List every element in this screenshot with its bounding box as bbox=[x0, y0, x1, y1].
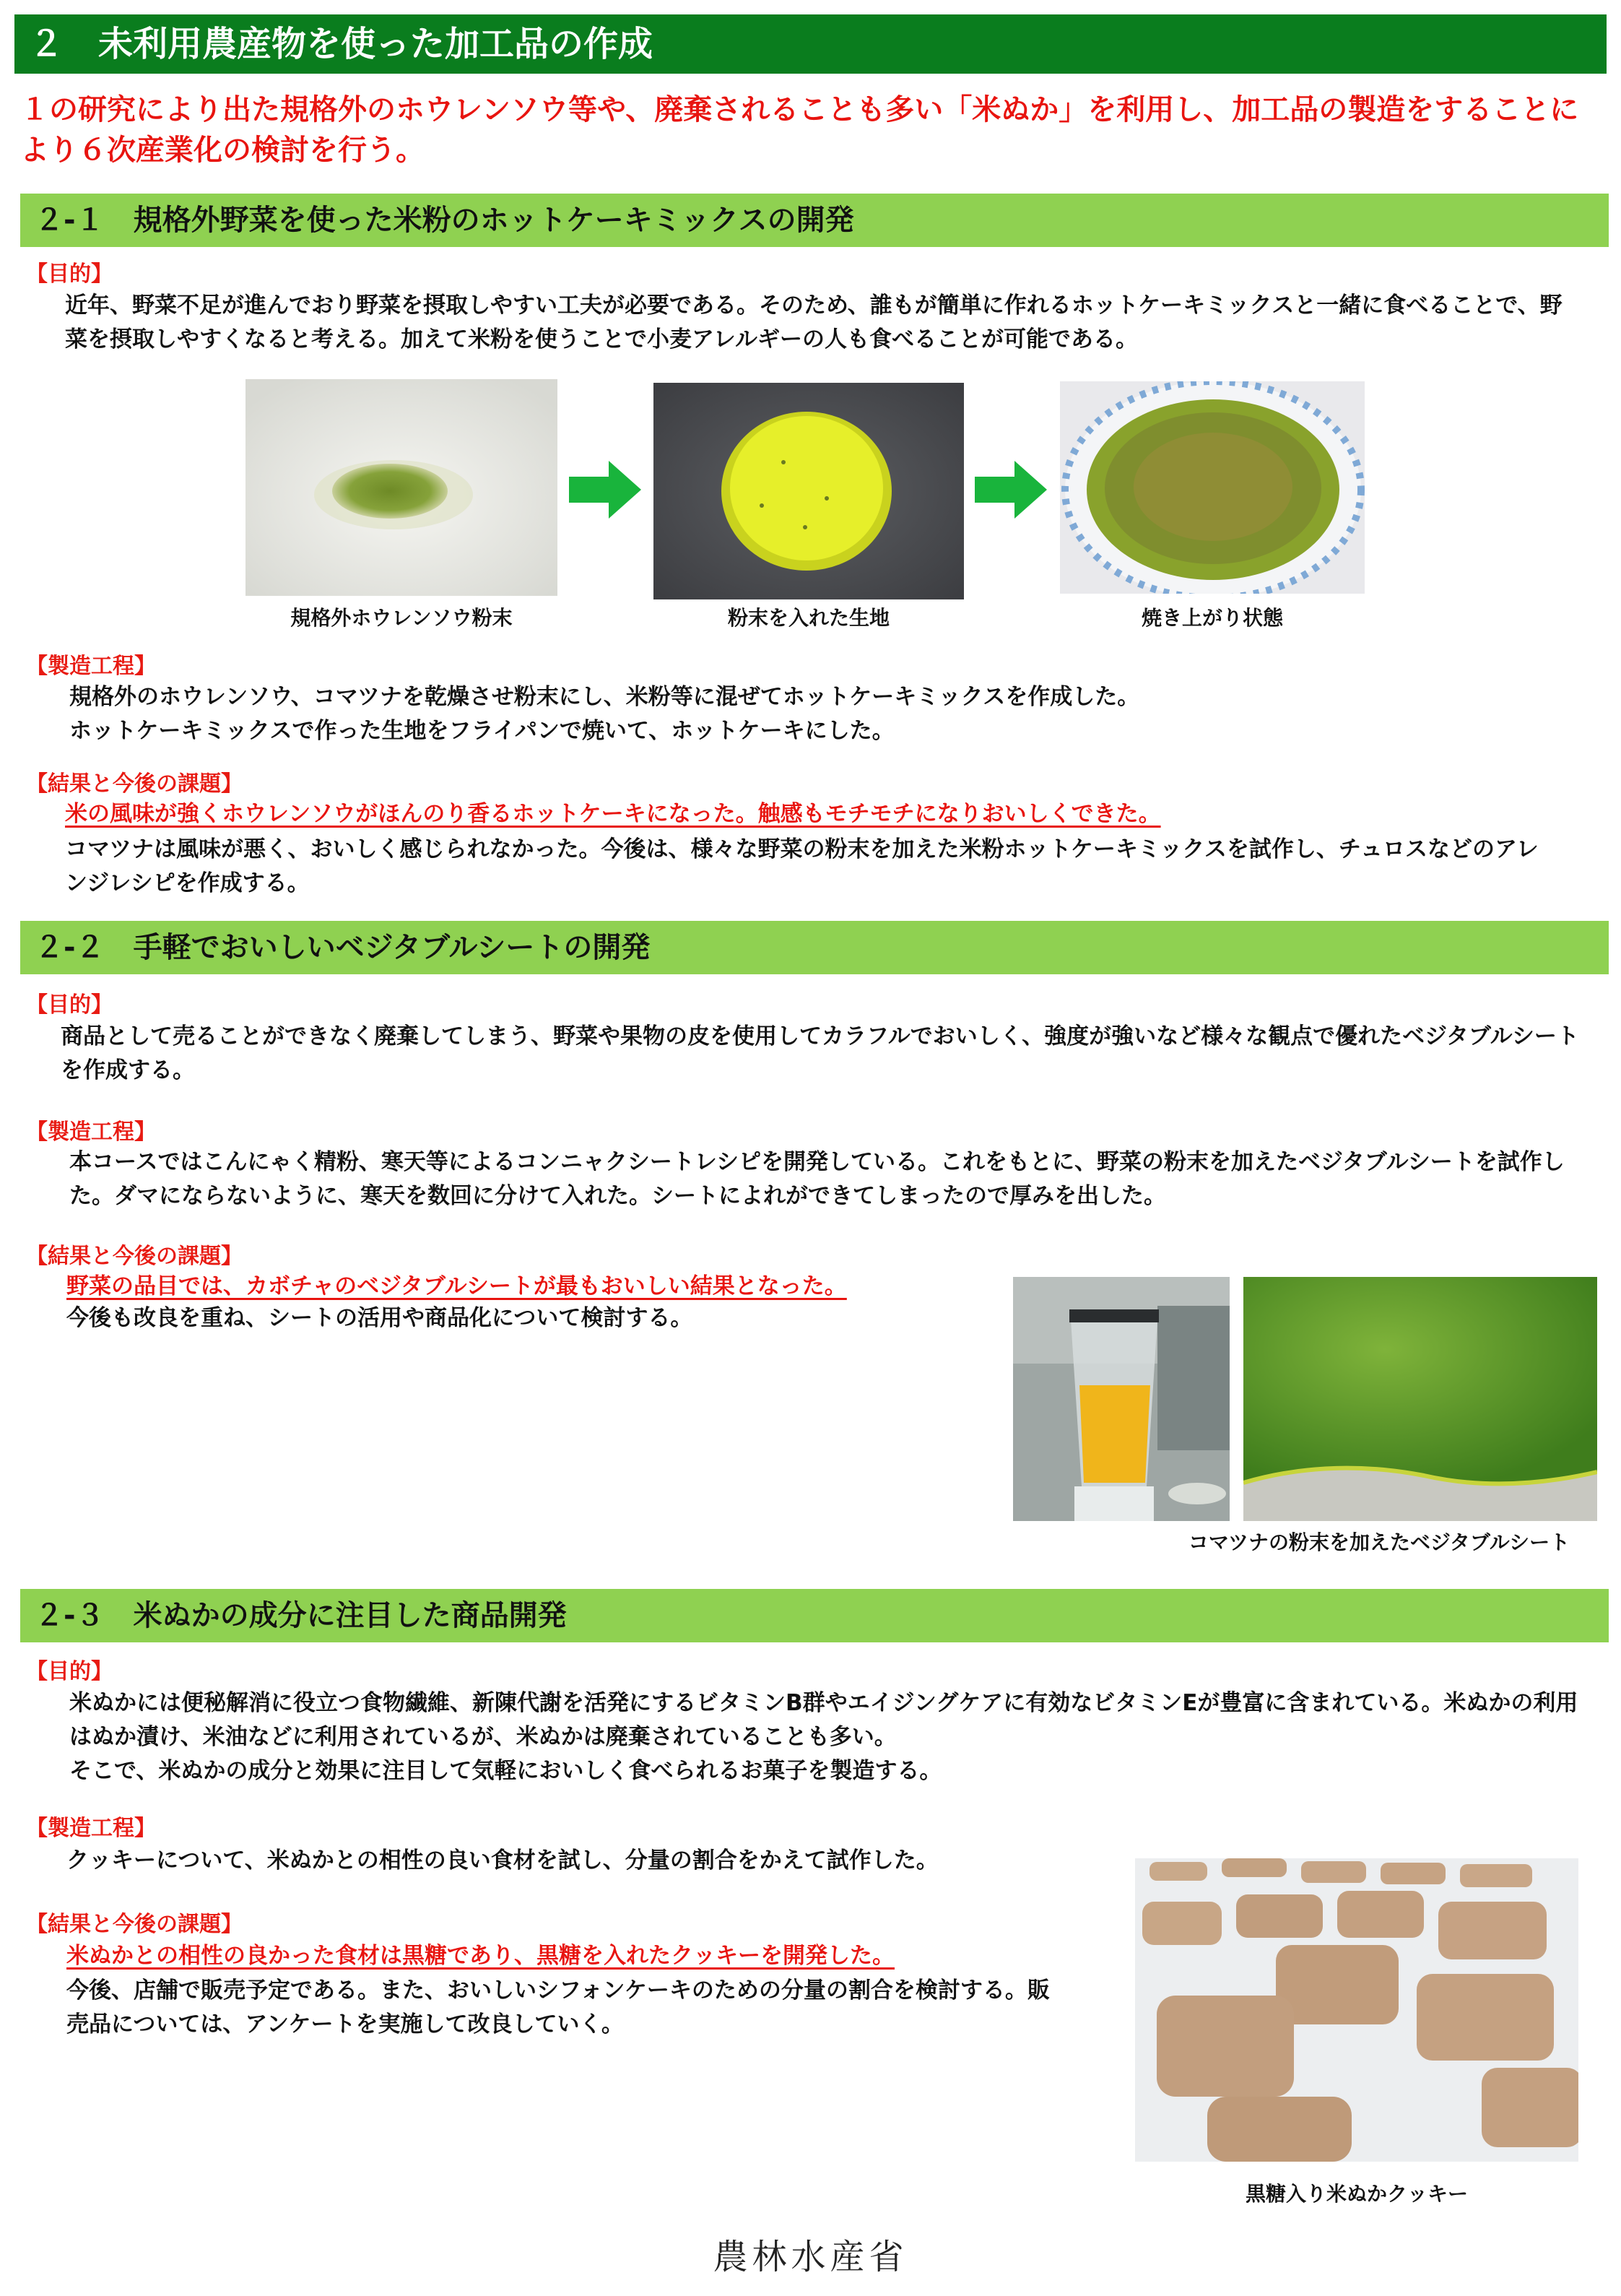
s23-process-text: クッキーについて、米ぬかとの相性の良い食材を試し、分量の割合をかえて試作した。 bbox=[66, 1847, 939, 1873]
s23-title: ２-３ 米ぬかの成分に注目した商品開発 bbox=[20, 1589, 1609, 1642]
s22-process-text: 本コースではこんにゃく精粉、寒天等によるコンニャクシートレシピを開発している。これをもとに、野菜の粉末を加えたベジタブルシートを試作した。ダマにならないように、寒天を数回に分けて入れた。シートによれができてしまったので厚みを出した。 bbox=[69, 1149, 1565, 1209]
cooked-pancake-photo bbox=[1060, 381, 1365, 594]
s22-result-text: 今後も改良を重ね、シートの活用や商品化について検討する。 bbox=[66, 1305, 693, 1331]
vegetable-sheet-photo bbox=[1243, 1277, 1597, 1521]
blender-photo bbox=[1013, 1277, 1230, 1521]
caption-cookies: 黒糖入り米ぬかクッキー bbox=[1245, 2182, 1468, 2206]
s23-results-label: 【結果と今後の課題】 bbox=[26, 1912, 243, 1937]
batter-photo bbox=[653, 383, 964, 599]
s21-process-line2: ホットケーキミックスで作った生地をフライパンで焼いて、ホットケーキにした。 bbox=[69, 718, 895, 744]
s21-purpose-label: 【目的】 bbox=[26, 261, 113, 287]
arrow-right-icon bbox=[569, 461, 641, 519]
section2-title: ２ 未利用農産物を使った加工品の作成 bbox=[14, 14, 1607, 74]
caption-batter: 粉末を入れた生地 bbox=[727, 606, 890, 630]
s23-purpose-text-2: そこで、米ぬかの成分と効果に注目して気軽においしく食べられるお菓子を製造する。 bbox=[69, 1758, 942, 1784]
s22-results-label: 【結果と今後の課題】 bbox=[26, 1244, 243, 1269]
caption-vegetable-sheet: コマツナの粉末を加えたベジタブルシート bbox=[1188, 1530, 1570, 1554]
section2-intro: １の研究により出た規格外のホウレンソウ等や、廃棄されることも多い「米ぬか」を利用し、加工品の製造をすることにより６次産業化の検討を行う。 bbox=[20, 93, 1579, 167]
s23-purpose-text: 米ぬかには便秘解消に役立つ食物繊維、新陳代謝を活発にするビタミンB群やエイジングケアに有効なビタミンEが豊富に含まれている。米ぬかの利用はぬか漬け、米油などに利用されているが、米ぬかは廃棄されていることも多い。 bbox=[69, 1690, 1578, 1750]
cookies-photo bbox=[1135, 1858, 1578, 2162]
s22-purpose-label: 【目的】 bbox=[26, 992, 113, 1018]
spinach-powder-photo bbox=[245, 379, 557, 596]
s23-result-highlight: 米ぬかとの相性の良かった食材は黒糖であり、黒糖を入れたクッキーを開発した。 bbox=[66, 1943, 895, 1969]
caption-spinach-powder: 規格外ホウレンソウ粉末 bbox=[290, 606, 513, 630]
caption-cooked: 焼き上がり状態 bbox=[1141, 606, 1283, 630]
s22-title: ２-２ 手軽でおいしいベジタブルシートの開発 bbox=[20, 921, 1609, 974]
s21-process-line1: 規格外のホウレンソウ、コマツナを乾燥させ粉末にし、米粉等に混ぜてホットケーキミックスを作成した。 bbox=[69, 684, 1140, 710]
s22-result-highlight: 野菜の品目では、カボチャのベジタブルシートが最もおいしい結果となった。 bbox=[66, 1273, 847, 1299]
s21-result-text: コマツナは風味が悪く、おいしく感じられなかった。今後は、様々な野菜の粉末を加えた米粉ホットケーキミックスを試作し、チュロスなどのアレンジレシピを作成する。 bbox=[65, 836, 1539, 896]
ministry-footer: 農林水産省 bbox=[713, 2237, 908, 2277]
s22-purpose-text: 商品として売ることができなく廃棄してしまう、野菜や果物の皮を使用してカラフルでおいしく、強度が強いなど様々な観点で優れたベジタブルシートを作成する。 bbox=[61, 1023, 1579, 1083]
s23-purpose-label: 【目的】 bbox=[26, 1659, 113, 1684]
s21-process-label: 【製造工程】 bbox=[26, 654, 156, 679]
s23-process-label: 【製造工程】 bbox=[26, 1816, 156, 1841]
s21-title: ２-１ 規格外野菜を使った米粉のホットケーキミックスの開発 bbox=[20, 194, 1609, 247]
s23-result-text: 今後、店舗で販売予定である。また、おいしいシフォンケーキのための分量の割合を検討する。販売品については、アンケートを実施して改良していく。 bbox=[66, 1977, 1050, 2037]
s21-result-highlight: 米の風味が強くホウレンソウがほんのり香るホットケーキになった。触感もモチモチになりおいしくできた。 bbox=[65, 801, 1161, 827]
s22-process-label: 【製造工程】 bbox=[26, 1119, 156, 1145]
arrow-right-icon bbox=[975, 461, 1047, 519]
s21-results-label: 【結果と今後の課題】 bbox=[26, 771, 243, 797]
s21-purpose-text: 近年、野菜不足が進んでおり野菜を摂取しやすい工夫が必要である。そのため、誰もが簡単に作れるホットケーキミックスと一緒に食べることで、野菜を摂取しやすくなると考える。加えて米粉を使うことで小麦アレルギーの人も食べることが可能である。 bbox=[65, 293, 1563, 352]
